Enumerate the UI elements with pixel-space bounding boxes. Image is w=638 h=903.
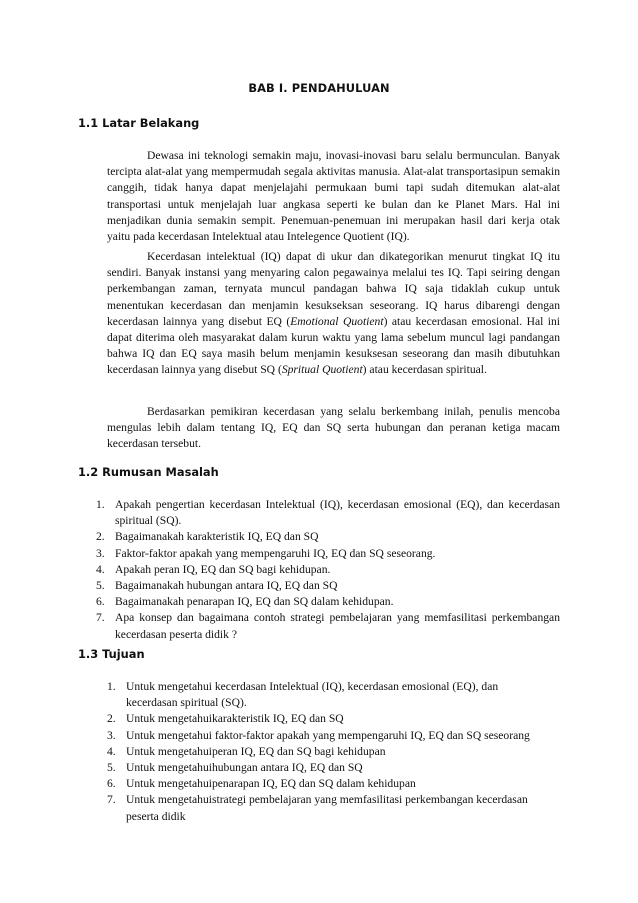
list-item (96, 497, 560, 529)
list-item-number: 5. (107, 761, 116, 775)
paragraph-2 (107, 249, 560, 379)
list-item-number: 2. (107, 712, 116, 726)
paragraph-3: Berdasarkan pemikiran kecerdasan yang selalu berkembang inilah, penulis mencoba mengulas lebih dalam tentang IQ, EQ dan SQ serta hubungan dan peranan ketiga macam kecerdasan tersebut. (107, 405, 560, 451)
list-item-text: Untuk mengetahuiperan IQ, EQ dan SQ bagi kehidupan (126, 744, 386, 758)
list-item-text: Untuk mengetahuipenarapan IQ, EQ dan SQ dalam kehidupan (126, 777, 416, 791)
paragraph-2-text-c: ) atau kecerdasan spiritual. (362, 363, 487, 377)
list-item (107, 679, 547, 711)
rumusan-masalah-list (96, 497, 560, 643)
chapter-title: BAB I. PENDAHULUAN (248, 81, 390, 95)
list-item-text: Apa konsep dan bagaimana contoh strategi pembelajaran yang memfasilitasi perkembangan kecerdasan peserta didik ? (115, 611, 560, 641)
list-item-number: 4. (107, 744, 116, 758)
list-item-number: 2. (96, 530, 105, 544)
list-item (96, 610, 560, 642)
paragraph-2-emphasis-eq: Emotional Quotient (290, 314, 384, 328)
tujuan-list (107, 679, 547, 825)
list-item (107, 711, 547, 727)
list-item-number: 1. (107, 680, 116, 693)
list-item (107, 728, 547, 744)
list-item-number: 1. (96, 498, 105, 511)
paragraph-2-text-b: ) atau kecerdasan emosional. Hal ini dapat diterima oleh masyarakat dalam kurun waktu yang lama sebelum muncul lagi pandangan bahwa IQ dan EQ saya masih belum menjamin kesuksesan seseorang dan masih dibutuhkan kecerdasan lainnya yang disebut SQ ( (107, 314, 561, 377)
list-item-number: 7. (107, 793, 116, 807)
list-item (96, 546, 560, 562)
list-item (107, 760, 547, 776)
list-item-text: Bagaimanakah penarapan IQ, EQ dan SQ dalam kehidupan. (115, 595, 394, 609)
section-title-rumusan-masalah: 1.2 Rumusan Masalah (78, 465, 219, 479)
list-item-text: Apakah pengertian kecerdasan Intelektual (IQ), kecerdasan emosional (EQ), dan kecerdasan spiritual (SQ). (115, 498, 560, 528)
paragraph-1: Dewasa ini teknologi semakin maju, inovasi-inovasi baru selalu bermunculan. Banyak tercipta alat-alat yang mempermudah segala aktivitas manusia. Alat-alat transportasipun semakin canggih, tidak hanya dapat menjelajahi permukaan bumi tapi sudah ditemukan alat-alat transportasi untuk menjelajah luar angkasa seperti ke bulan dan ke Planet Mars. Hal ini menjadikan dunia semakin sempit. Penemuan-penemuan ini merupakan hasil dari kerja otak yaitu pada kecerdasan Intelektual atau Intelegence Quotient (IQ). (107, 149, 560, 244)
list-item-number: 3. (96, 546, 105, 560)
list-item (107, 792, 547, 824)
list-item-text: Faktor-faktor apakah yang mempengaruhi IQ, EQ dan SQ seseorang. (115, 546, 436, 560)
paragraph-2-emphasis-sq: Spritual Quotient (281, 363, 363, 377)
list-item-number: 6. (96, 595, 105, 609)
list-item (107, 744, 547, 760)
list-item-text: Untuk mengetahuihubungan antara IQ, EQ dan SQ (126, 761, 363, 775)
list-item (107, 776, 547, 792)
list-item-number: 3. (107, 728, 116, 742)
list-item-text: Untuk mengetahui faktor-faktor apakah yang mempengaruhi IQ, EQ dan SQ seseorang (126, 728, 530, 742)
list-item-text: Untuk mengetahuikarakteristik IQ, EQ dan SQ (126, 712, 344, 726)
list-item-number: 6. (107, 777, 116, 791)
list-item-number: 4. (96, 562, 105, 576)
list-item (96, 578, 560, 594)
list-item-number: 7. (96, 611, 105, 625)
list-item-text: Bagaimanakah hubungan antara IQ, EQ dan SQ (115, 579, 338, 593)
section-title-tujuan: 1.3 Tujuan (78, 647, 145, 661)
list-item (96, 562, 560, 578)
list-item (96, 529, 560, 545)
list-item-text: Untuk mengetahui kecerdasan Intelektual (IQ), kecerdasan emosional (EQ), dan kecerdasan spiritual (SQ). (126, 680, 499, 710)
list-item-number: 5. (96, 579, 105, 593)
section-title-latar-belakang: 1.1 Latar Belakang (78, 116, 200, 130)
list-item-text: Apakah peran IQ, EQ dan SQ bagi kehidupan. (115, 562, 331, 576)
list-item (96, 594, 560, 610)
paragraph-2-text-a: Kecerdasan intelektual (IQ) dapat di ukur dan dikategorikan menurut tingkat IQ itu sendiri. Banyak instansi yang menyaring calon pegawainya melalui tes IQ. Tapi seiring dengan perkembangan zaman, ternyata muncul pandagan bahwa IQ saja tidaklah cukup untuk menentukan kecerdasan dan menjamin kesukseksan seseorang. IQ harus dibarengi dengan kecerdasan lainnya yang disebut EQ ( (107, 250, 560, 328)
list-item-text: Bagaimanakah karakteristik IQ, EQ dan SQ (115, 530, 319, 544)
list-item-text: Untuk mengetahuistrategi pembelajaran yang memfasilitasi perkembangan kecerdasan peserta didik (126, 793, 528, 823)
